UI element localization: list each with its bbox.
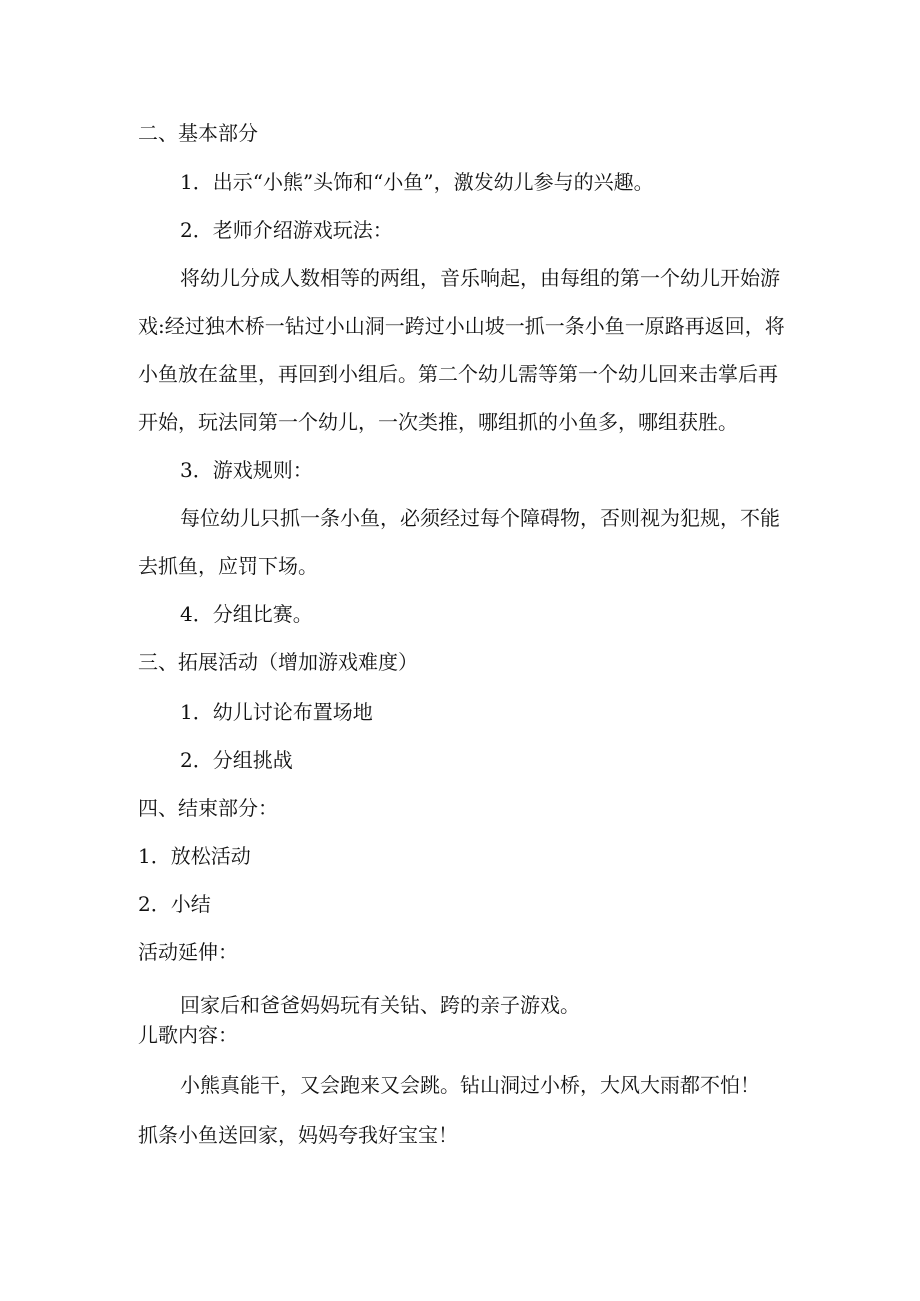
section-heading-basic: 二、基本部分 (138, 121, 258, 145)
section-heading-ending: 四、结束部分： (138, 796, 278, 820)
section-heading-activity-extension: 活动延伸： (138, 940, 238, 964)
paragraph-line: 戏:经过独木桥一钻过小山洞一跨过小山坡一抓一条小鱼一原路再返回，将 (138, 314, 785, 338)
list-item: 4．分组比赛。 (180, 602, 313, 626)
paragraph-line: 小鱼放在盆里，再回到小组后。第二个幼儿需等第一个幼儿回来击掌后再 (138, 362, 778, 386)
section-heading-song: 儿歌内容： (138, 1023, 238, 1047)
section-heading-extension-activity: 三、拓展活动（增加游戏难度） (138, 650, 418, 674)
list-item: 1．幼儿讨论布置场地 (180, 700, 373, 724)
song-line: 小熊真能干，又会跑来又会跳。钻山洞过小桥，大风大雨都不怕！ (180, 1073, 760, 1097)
list-item: 1．放松活动 (138, 844, 251, 868)
paragraph-line: 开始，玩法同第一个幼儿，一次类推，哪组抓的小鱼多，哪组获胜。 (138, 410, 738, 434)
list-item: 2．分组挑战 (180, 748, 293, 772)
paragraph-line: 将幼儿分成人数相等的两组，音乐响起，由每组的第一个幼儿开始游 (180, 266, 780, 290)
list-item: 2．小结 (138, 892, 211, 916)
song-line: 抓条小鱼送回家，妈妈夸我好宝宝！ (138, 1123, 458, 1147)
paragraph-line: 去抓鱼，应罚下场。 (138, 554, 318, 578)
list-item: 3．游戏规则： (180, 458, 313, 482)
paragraph-line: 回家后和爸爸妈妈玩有关钻、跨的亲子游戏。 (180, 993, 580, 1017)
list-item: 2．老师介绍游戏玩法： (180, 218, 393, 242)
paragraph-line: 每位幼儿只抓一条小鱼，必须经过每个障碍物，否则视为犯规，不能 (180, 506, 780, 530)
list-item: 1．出示“小熊”头饰和“小鱼”，激发幼儿参与的兴趣。 (180, 170, 654, 194)
